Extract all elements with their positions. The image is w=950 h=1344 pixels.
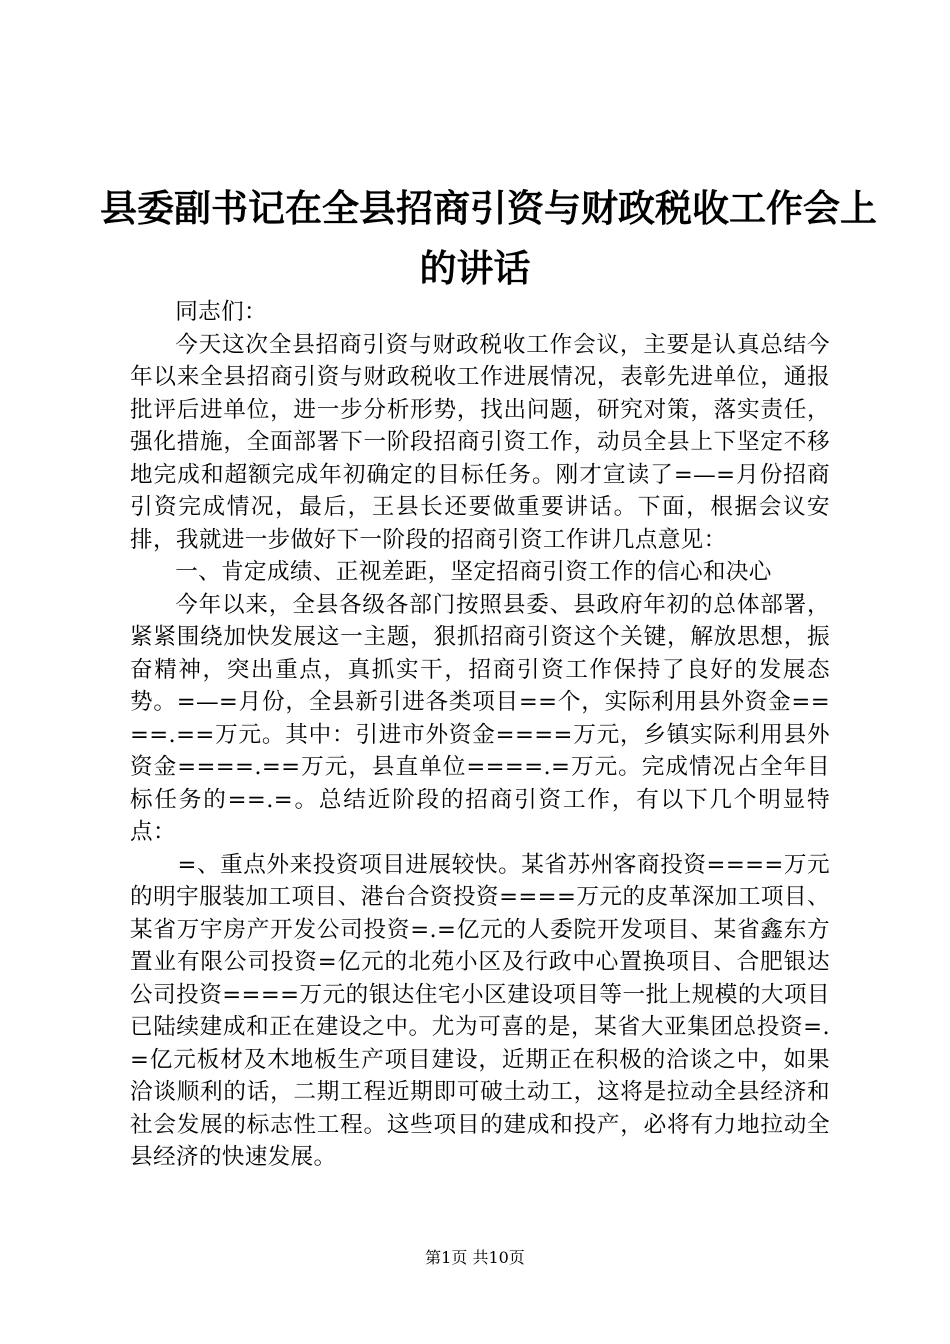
document-title-line-1: 县委副书记在全县招商引资与财政税收工作会上: [100, 187, 877, 230]
body-paragraph: 今天这次全县招商引资与财政税收工作会议，主要是认真总结今年以来全县招商引资与财政税收工作进展情况，表彰先进单位，通报批评后进单位，进一步分析形势，找出问题，研究对策，落实责任，强化措施，全面部署下一阶段招商引资工作，动员全县上下坚定不移地完成和超额完成年初确定的目标任务。刚才宣读了=—=月份招商引资完成情况，最后，王县长还要做重要讲话。下面，根据会议安排，我就进一步做好下一阶段的招商引资工作讲几点意见：: [130, 331, 830, 553]
page-footer: 第1页 共10页: [425, 1248, 525, 1267]
body-paragraph: =、重点外来投资项目进展较快。某省苏州客商投资====万元的明宇服装加工项目、港台合资投资====万元的皮革深加工项目、某省万宇房产开发公司投资=.=亿元的人委院开发项目、某省鑫东方置业有限公司投资=亿元的北苑小区及行政中心置换项目、合肥银达公司投资====万元的银达住宅小区建设项目等一批上规模的大项目已陆续建成和正在建设之中。尤为可喜的是，某省大亚集团总投资=.=亿元板材及木地板生产项目建设，近期正在积极的洽谈之中，如果洽谈顺利的话，二期工程近期即可破土动工，这将是拉动全县经济和社会发展的标志性工程。这些项目的建成和投产，必将有力地拉动全县经济的快速发展。: [130, 851, 830, 1170]
body-paragraph: 今年以来，全县各级各部门按照县委、县政府年初的总体部署，紧紧围绕加快发展这一主题，狠抓招商引资这个关键，解放思想，振奋精神，突出重点，真抓实干，招商引资工作保持了良好的发展态势。=—=月份，全县新引进各类项目==个，实际利用县外资金====.==万元。其中：引进市外资金====万元，乡镇实际利用县外资金====.==万元，县直单位====.=万元。完成情况占全年目标任务的==.=。总结近阶段的招商引资工作，有以下几个明显特点：: [130, 591, 830, 845]
document-body: [130, 296, 830, 1174]
section-heading: 一、肯定成绩、正视差距，坚定招商引资工作的信心和决心: [175, 559, 772, 585]
document-title-line-2: 的讲话: [419, 247, 531, 290]
salutation-paragraph: 同志们：: [175, 299, 267, 325]
